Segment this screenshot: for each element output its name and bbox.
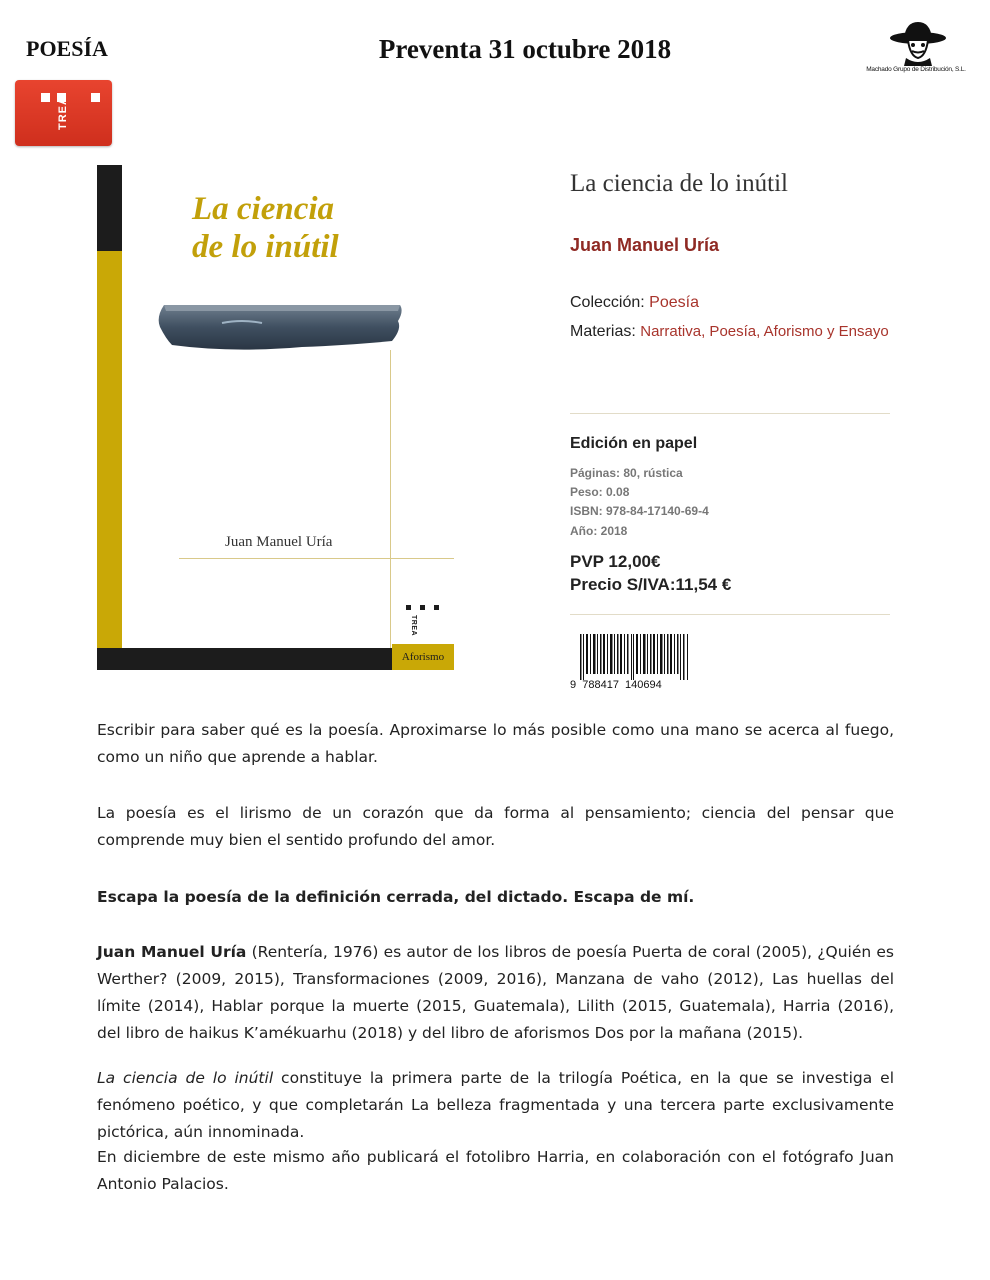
paragraph-definition: La poesía es el lirismo de un corazón que da forma al pensamiento; ciencia del pensar que comprende muy bien el sentido profundo del amor. xyxy=(97,804,894,849)
edition-heading: Edición en papel xyxy=(570,435,698,452)
bold-quote-text: Escapa la poesía de la definición cerrada, del dictado. Escapa de mí. xyxy=(97,888,695,906)
paragraph-author-bio xyxy=(97,939,894,1047)
subjects-links[interactable]: Narrativa, Poesía, Aforismo y Ensayo xyxy=(640,323,889,340)
cover-title xyxy=(192,190,452,266)
book-author-link[interactable]: Juan Manuel Uría xyxy=(570,235,720,255)
barcode-digits: 9 788417 140694 xyxy=(570,679,662,691)
paragraph-trilogy xyxy=(97,1065,894,1146)
distributor-hat-face-icon xyxy=(866,16,976,68)
cover-yellow-stripe xyxy=(97,251,122,648)
paragraph-intro: Escribir para saber qué es la poesía. Aproximarse lo más posible como una mano se acerca al fuego, como un niño que aprende a hablar. xyxy=(97,721,894,766)
cover-author: Juan Manuel Uría xyxy=(225,534,333,550)
book-title: La ciencia de lo inútil xyxy=(570,170,788,197)
divider xyxy=(570,614,890,615)
collection-row xyxy=(570,294,699,312)
badge-square-icon xyxy=(91,93,100,102)
logo-square-icon xyxy=(420,605,425,610)
pages-info: Páginas: 80, rústica xyxy=(570,466,683,480)
paragraph-photobook: En diciembre de este mismo año publicará el fotolibro Harria, en colaboración con el fotógrafo Juan Antonio Palacios. xyxy=(97,1148,894,1193)
isbn-info: ISBN: 978-84-17140-69-4 xyxy=(570,504,709,518)
book-cover xyxy=(97,165,454,670)
trilogy-text: constituye la primera parte de la trilogía Poética, en la que se investiga el fenómeno poético, y que completarán La belleza fragmentada y una tercera parte exclusivamente pictórica, aún innominada. xyxy=(97,1069,895,1141)
pvp-price: PVP 12,00€ xyxy=(570,552,661,571)
badge-square-icon xyxy=(41,93,50,102)
book-title-italic: La ciencia de lo inútil xyxy=(97,1069,274,1087)
presale-heading: Preventa 31 octubre 2018 xyxy=(378,34,672,64)
cover-series-label: Aforismo xyxy=(392,644,454,670)
cover-title-line1: La ciencia xyxy=(192,191,335,227)
isbn-barcode xyxy=(570,634,700,694)
cover-black-stripe xyxy=(97,165,122,251)
year-info: Año: 2018 xyxy=(570,524,628,538)
author-name-bold: Juan Manuel Uría xyxy=(97,943,247,961)
cover-title-line2: de lo inútil xyxy=(192,229,339,265)
collection-link[interactable]: Poesía xyxy=(649,294,699,311)
cover-vertical-rule xyxy=(390,350,391,648)
publisher-badge-label: TREA xyxy=(57,96,69,130)
cover-bottom-band xyxy=(97,648,392,670)
divider xyxy=(570,413,890,414)
cover-horizontal-rule xyxy=(179,558,454,559)
logo-square-icon xyxy=(406,605,411,610)
section-label: POESÍA xyxy=(26,36,108,61)
barcode-icon xyxy=(570,634,700,680)
author-bio-text: (Rentería, 1976) es autor de los libros de poesía Puerta de coral (2005), ¿Quién es Werther? (2009, 2015), Transformaciones (2009, 2016), Manzana de vaho (2012), Las huellas del límite (2014), Hablar porque la muerte (2015, Guatemala), Lilith (2015, Guatemala), Harria (2016), del libro de haikus K’amékuarhu (2018) y del libro de aforismos Dos por la mañana (2015). xyxy=(97,943,895,1042)
logo-square-icon xyxy=(434,605,439,610)
paragraph-bold-quote xyxy=(97,884,894,911)
publisher-badge xyxy=(15,80,112,146)
weight-info: Peso: 0.08 xyxy=(570,485,630,499)
cover-publisher-name: TREA xyxy=(410,615,417,637)
cover-publisher-logo xyxy=(406,605,440,645)
cover-metal-sculpture-image xyxy=(152,297,412,357)
collection-label: Colección: xyxy=(570,294,645,311)
subjects-row xyxy=(570,323,889,341)
subjects-label: Materias: xyxy=(570,323,636,340)
price-without-vat: Precio S/IVA:11,54 € xyxy=(570,575,732,594)
distributor-name: Machado Grupo de Distribución, S.L. xyxy=(866,66,966,73)
distributor-logo xyxy=(866,16,976,76)
